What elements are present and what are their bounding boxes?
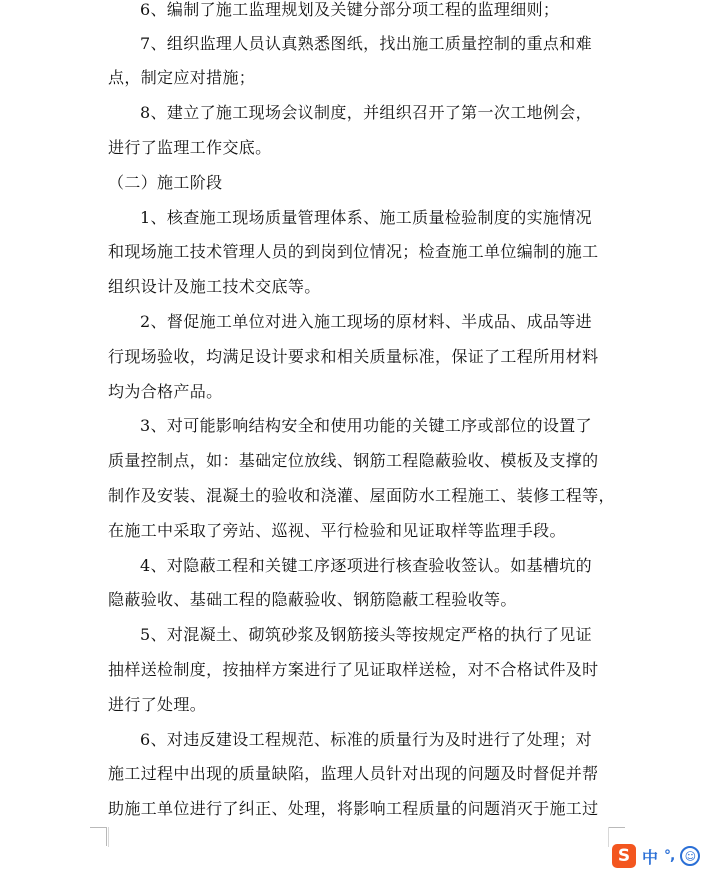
doc-line: 点，制定应对措施； (108, 68, 256, 87)
doc-line: 1、核查施工现场质量管理体系、施工质量检验制度的实施情况 (140, 208, 592, 227)
ime-language-toggle[interactable]: 中 (642, 847, 659, 867)
doc-line: 行现场验收，均满足设计要求和相关质量标准，保证了工程所用材料 (108, 347, 599, 366)
doc-line: 在施工中采取了旁站、巡视、平行检验和见证取样等监理手段。 (108, 521, 566, 540)
doc-line: 8、建立了施工现场会议制度，并组织召开了第一次工地例会， (140, 103, 592, 122)
section-heading: （二）施工阶段 (108, 173, 223, 192)
doc-line: 制作及安装、混凝土的验收和浇灌、屋面防水工程施工、装修工程等， (108, 486, 615, 505)
ime-toolbar[interactable] (612, 840, 716, 872)
doc-line: 和现场施工技术管理人员的到岗到位情况；检查施工单位编制的施工 (108, 242, 599, 261)
doc-line: 7、组织监理人员认真熟悉图纸，找出施工质量控制的重点和难 (140, 34, 592, 53)
sogou-logo-icon[interactable]: S (612, 844, 636, 868)
doc-line: 3、对可能影响结构安全和使用功能的关键工序或部位的设置了 (140, 416, 592, 435)
doc-line: 2、督促施工单位对进入施工现场的原材料、半成品、成品等进 (140, 312, 592, 331)
page-margin-marker-left (90, 827, 107, 846)
text-boundary-left (108, 827, 109, 847)
doc-line: 均为合格产品。 (108, 382, 223, 401)
doc-line: 进行了处理。 (108, 695, 207, 714)
doc-line: 6、编制了施工监理规划及关键分部分项工程的监理细则； (140, 0, 560, 19)
doc-line: 抽样送检制度，按抽样方案进行了见证取样送检，对不合格试件及时 (108, 660, 599, 679)
doc-line: 5、对混凝土、砌筑砂浆及钢筋接头等按规定严格的执行了见证 (140, 625, 592, 644)
doc-line: 质量控制点，如：基础定位放线、钢筋工程隐蔽验收、模板及支撑的 (108, 451, 599, 470)
doc-line: 施工过程中出现的质量缺陷，监理人员针对出现的问题及时督促并帮 (108, 764, 599, 783)
doc-line: 隐蔽验收、基础工程的隐蔽验收、钢筋隐蔽工程验收等。 (108, 590, 517, 609)
doc-line: 进行了监理工作交底。 (108, 138, 272, 157)
emoji-icon[interactable]: ☺ (680, 846, 700, 866)
ime-punctuation-toggle[interactable]: °, (664, 848, 675, 864)
doc-line: 组织设计及施工技术交底等。 (108, 277, 321, 296)
doc-line: 助施工单位进行了纠正、处理，将影响工程质量的问题消灭于施工过 (108, 799, 599, 818)
doc-line: 6、对违反建设工程规范、标准的质量行为及时进行了处理；对 (140, 730, 592, 749)
doc-line: 4、对隐蔽工程和关键工序逐项进行核查验收签认。如基槽坑的 (140, 556, 592, 575)
text-boundary-right (608, 827, 609, 847)
